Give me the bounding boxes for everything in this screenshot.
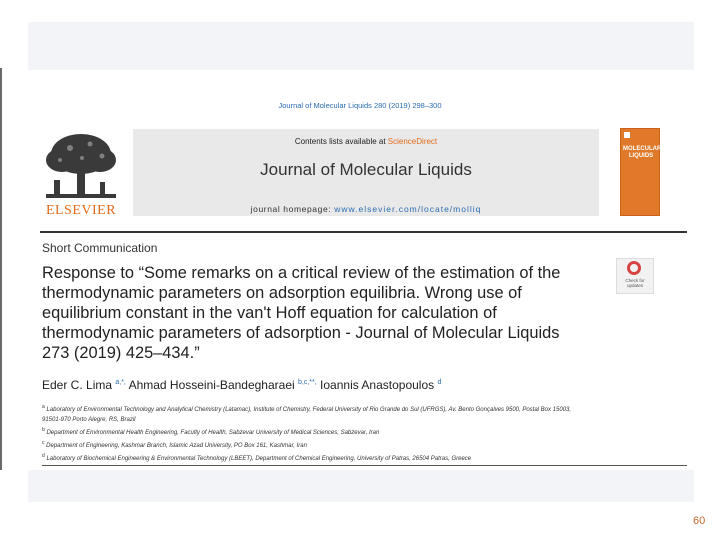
journal-homepage <box>133 204 599 214</box>
journal-name: Journal of Molecular Liquids <box>260 160 472 179</box>
title-line: Response to “Some remarks on a critical review of the estimation of the <box>42 264 561 282</box>
affiliation-mark: b <box>42 427 45 433</box>
affiliation-mark: d <box>42 453 45 459</box>
header-divider <box>40 231 687 233</box>
affiliation-text: Laboratory of Biochemical Engineering & Environmental Technology (LBEET), Department of Chemical Engineering, University of Patras, 26504 Patras, Greece <box>46 456 472 462</box>
title-line: thermodynamic parameters of adsorption - Journal of Molecular Liquids <box>42 324 560 342</box>
affiliation-text: Department of Engineering, Kashmar Branch, Islamic Azad University, PO Box 161, Kashmar, Iran <box>46 443 307 449</box>
affiliation-mark: c <box>42 440 45 446</box>
title-line: 273 (2019) 425–434.” <box>42 344 200 362</box>
affiliation-text: Laboratory of Environmental Technology and Analytical Chemistry (Latamac), Institute of Chemistry, Federal University of Rio Grande do Sul (UFRGS), Av. Bento Gonçalves 9500, Postal Box 15003, <box>46 407 572 413</box>
affiliation-item <box>42 415 692 425</box>
homepage-link[interactable]: www.elsevier.com/locate/molliq <box>334 204 482 214</box>
bottom-band <box>28 470 694 502</box>
contents-prefix: Contents lists available at <box>294 137 386 146</box>
elsevier-wordmark: ELSEVIER <box>45 203 117 218</box>
top-band <box>28 22 694 70</box>
affiliation-mark: a <box>42 404 45 410</box>
left-rule <box>0 68 2 470</box>
homepage-label: journal homepage: <box>250 204 332 214</box>
author-affiliation-mark[interactable]: a,*, <box>115 379 126 386</box>
journal-cover[interactable] <box>620 128 660 216</box>
page-number: 60 <box>693 515 706 527</box>
journal-reference[interactable]: Journal of Molecular Liquids 280 (2019) 298–300 <box>278 101 442 110</box>
article-type: Short Communication <box>42 241 158 255</box>
affiliation-item <box>42 438 692 451</box>
author-affiliation-mark[interactable]: d <box>437 379 442 386</box>
affiliation-item <box>42 425 692 438</box>
article-title <box>42 263 602 363</box>
author-list <box>42 378 441 392</box>
check-for-updates-label: Check for updates <box>625 278 645 288</box>
cover-title: MOLECULAR LIQUIDS <box>623 146 662 159</box>
affiliation-text: Department of Environmental Health Engineering, Faculty of Health, Sabzevar University of Medical Sciences, Sabzevar, Iran <box>46 430 380 436</box>
title-line: equilibrium constant in the van't Hoff equation for calculation of <box>42 304 497 322</box>
affiliation-list <box>42 402 692 464</box>
author-name[interactable]: Ioannis Anastopoulos <box>320 378 435 392</box>
elsevier-tree-icon <box>40 130 122 204</box>
author-affiliation-mark[interactable]: b,c,**, <box>298 379 317 386</box>
affiliation-divider <box>42 465 687 466</box>
cover-logo-mark <box>624 132 630 138</box>
contents-line <box>133 137 599 146</box>
title-line: thermodynamic parameters on adsorption equilibria. Wrong use of <box>42 284 522 302</box>
affiliation-item <box>42 402 692 415</box>
sciencedirect-link[interactable]: ScienceDirect <box>387 137 438 146</box>
affiliation-text: 91501-970 Porto Alegre, RS, Brazil <box>42 417 136 423</box>
crossmark-icon <box>627 261 641 275</box>
author-name[interactable]: Ahmad Hosseini-Bandegharaei <box>128 378 295 392</box>
affiliation-item <box>42 451 692 464</box>
author-name[interactable]: Eder C. Lima <box>42 378 113 392</box>
